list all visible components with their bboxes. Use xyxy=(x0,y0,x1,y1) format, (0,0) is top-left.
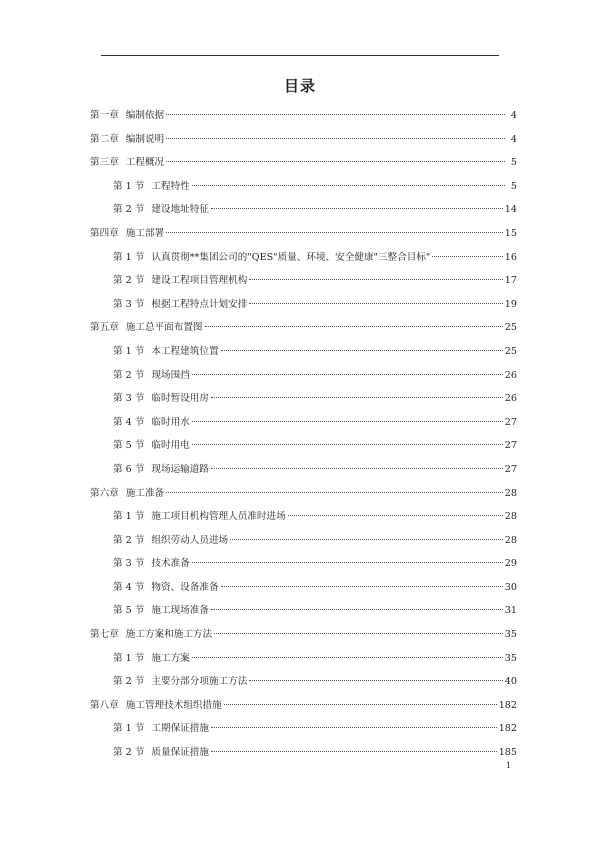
toc-entry[interactable] xyxy=(90,175,517,199)
toc-entry-page: 185 xyxy=(498,747,517,759)
toc-dot-leader xyxy=(205,326,503,327)
toc-entry-title: 根据工程特点计划安排 xyxy=(151,298,248,310)
toc-dot-leader xyxy=(166,161,505,162)
toc-entry-number: 第 4 节 xyxy=(113,581,145,593)
toc-entry-page: 182 xyxy=(498,723,517,735)
toc-entry[interactable] xyxy=(90,717,517,741)
toc-entry-page: 16 xyxy=(504,251,517,263)
toc-entry-title: 施工项目机构管理人员准时进场 xyxy=(151,511,286,523)
toc-dot-leader xyxy=(166,114,505,115)
toc-entry-number: 第一章 xyxy=(90,110,119,121)
toc-entry-page: 25 xyxy=(504,322,517,334)
toc-entry-number: 第 1 节 xyxy=(113,511,145,523)
toc-entry-number: 第 1 节 xyxy=(113,180,145,192)
toc-entry-page: 4 xyxy=(510,110,517,121)
toc-entry-page: 26 xyxy=(504,369,517,381)
toc-dot-leader xyxy=(214,633,503,634)
toc-dot-leader xyxy=(224,704,497,705)
toc-entry-number: 第 2 节 xyxy=(113,676,145,688)
toc-entry-title: 建设地址特征 xyxy=(151,204,209,216)
toc-dot-leader xyxy=(192,185,505,186)
toc-entry-title: 编制依据 xyxy=(125,110,165,121)
toc-entry-page: 35 xyxy=(504,629,517,641)
toc-entry-title: 组织劳动人员进场 xyxy=(151,534,229,546)
toc-entry-number: 第 1 节 xyxy=(113,652,145,664)
toc-dot-leader xyxy=(211,208,503,209)
toc-entry-number: 第 2 节 xyxy=(113,275,145,287)
toc-entry-page: 19 xyxy=(504,298,517,310)
toc-entry[interactable] xyxy=(90,269,517,293)
toc-dot-leader xyxy=(166,232,503,233)
toc-dot-leader xyxy=(249,279,502,280)
toc-entry-page: 30 xyxy=(504,581,517,593)
toc-dot-leader xyxy=(211,468,503,469)
toc-dot-leader xyxy=(230,539,503,540)
toc-entry-title: 施工准备 xyxy=(125,487,165,499)
toc-entry-title: 主要分部分项施工方法 xyxy=(151,676,248,688)
toc-dot-leader xyxy=(432,256,502,257)
toc-entry-page: 35 xyxy=(504,652,517,664)
toc-entry[interactable] xyxy=(90,246,517,270)
toc-entry-number: 第 3 节 xyxy=(113,558,145,570)
toc-entry[interactable] xyxy=(90,222,517,246)
toc-entry-title: 工期保证措施 xyxy=(151,723,209,735)
toc-entry-title: 认真贯彻**集团公司的"QES"质量、环境、安全健康"三整合目标" xyxy=(151,251,431,263)
toc-entry[interactable] xyxy=(90,128,517,152)
toc-entry-title: 建设工程项目管理机构 xyxy=(151,275,248,287)
toc-entry-title: 临时暂设用房 xyxy=(151,393,209,405)
toc-entry-number: 第三章 xyxy=(90,157,119,169)
toc-entry-title: 临时用电 xyxy=(151,440,190,452)
toc-entry-title: 现场围挡 xyxy=(151,369,190,381)
toc-entry-title: 施工方案和施工方法 xyxy=(125,629,213,641)
header-rule xyxy=(101,55,499,56)
toc-entry-title: 施工总平面布置图 xyxy=(125,322,203,334)
toc-entry[interactable] xyxy=(90,198,517,222)
toc-entry-number: 第 2 节 xyxy=(113,204,145,216)
toc-entry[interactable] xyxy=(90,316,517,340)
toc-entry-page: 4 xyxy=(510,133,517,145)
toc-entry-page: 27 xyxy=(504,463,517,475)
toc-entry-page: 27 xyxy=(504,416,517,428)
toc-entry-page: 31 xyxy=(504,605,517,617)
toc-entry-title: 施工管理技术组织措施 xyxy=(125,699,222,711)
toc-entry-page: 25 xyxy=(504,345,517,357)
toc-entry-page: 28 xyxy=(504,487,517,499)
toc-entry-title: 本工程建筑位置 xyxy=(151,345,219,357)
toc-entry-number: 第二章 xyxy=(90,133,119,145)
toc-entry-number: 第五章 xyxy=(90,322,119,334)
toc-dot-leader xyxy=(166,138,505,139)
toc-entry[interactable] xyxy=(90,411,517,435)
toc-dot-leader xyxy=(221,350,503,351)
toc-dot-leader xyxy=(211,727,497,728)
toc-entry-number: 第 4 节 xyxy=(113,416,145,428)
toc-dot-leader xyxy=(192,374,503,375)
toc-entry-number: 第七章 xyxy=(90,629,119,641)
toc-dot-leader xyxy=(166,492,503,493)
toc-dot-leader xyxy=(211,397,503,398)
toc-entry[interactable] xyxy=(90,599,517,623)
toc-dot-leader xyxy=(211,751,497,752)
toc-entry-page: 28 xyxy=(504,511,517,523)
toc-entry-number: 第四章 xyxy=(90,227,119,239)
toc-entry[interactable] xyxy=(90,647,517,671)
toc-entry-page: 26 xyxy=(504,393,517,405)
toc-entry-number: 第 1 节 xyxy=(113,345,145,357)
toc-dot-leader xyxy=(249,303,502,304)
toc-entry-page: 40 xyxy=(504,676,517,688)
toc-entry-page: 28 xyxy=(504,534,517,546)
toc-entry[interactable] xyxy=(90,458,517,482)
toc-dot-leader xyxy=(249,680,502,681)
toc-entry-page: 15 xyxy=(504,227,517,239)
toc-entry-number: 第 2 节 xyxy=(113,534,145,546)
toc-entry[interactable] xyxy=(90,694,517,718)
toc-dot-leader xyxy=(288,515,503,516)
toc-entry[interactable] xyxy=(90,529,517,553)
toc-entry[interactable] xyxy=(90,434,517,458)
toc-entry[interactable] xyxy=(90,623,517,647)
toc-entry-title: 质量保证措施 xyxy=(151,747,209,759)
toc-entry-page: 27 xyxy=(504,440,517,452)
toc-entry[interactable] xyxy=(90,104,517,128)
toc-entry-number: 第 1 节 xyxy=(113,723,145,735)
toc-entry-title: 施工现场准备 xyxy=(151,605,209,617)
toc-entry-number: 第 6 节 xyxy=(113,463,145,475)
toc-entry-title: 现场运输道路 xyxy=(151,463,209,475)
toc-dot-leader xyxy=(221,586,503,587)
toc-entry[interactable] xyxy=(90,505,517,529)
toc-entry-number: 第六章 xyxy=(90,487,119,499)
toc-entry[interactable] xyxy=(90,482,517,506)
toc-entry-number: 第 3 节 xyxy=(113,393,145,405)
toc-entry-page: 5 xyxy=(510,157,517,169)
toc-entry-page: 5 xyxy=(510,180,517,192)
toc-entry[interactable] xyxy=(90,670,517,694)
toc-dot-leader xyxy=(192,421,503,422)
page-number: 1 xyxy=(506,761,512,770)
toc-entry-number: 第 2 节 xyxy=(113,747,145,759)
toc-entry-title: 工程特性 xyxy=(151,180,190,192)
toc-entry-number: 第八章 xyxy=(90,699,119,711)
toc-entry-number: 第 2 节 xyxy=(113,369,145,381)
toc-entry-number: 第 1 节 xyxy=(113,251,145,263)
toc-entry-page: 29 xyxy=(504,558,517,570)
toc-entry[interactable] xyxy=(90,741,517,765)
toc-entry-title: 施工部署 xyxy=(125,227,165,239)
toc-entry-number: 第 5 节 xyxy=(113,605,145,617)
toc-entry-page: 182 xyxy=(498,699,517,711)
toc-entry[interactable] xyxy=(90,387,517,411)
toc-entry-page: 17 xyxy=(504,275,517,287)
page-title: 目录 xyxy=(283,77,316,95)
table-of-contents xyxy=(90,104,517,765)
toc-entry-title: 物资、设备准备 xyxy=(151,581,219,593)
toc-entry-title: 工程概况 xyxy=(125,157,165,169)
toc-entry[interactable] xyxy=(90,364,517,388)
toc-entry[interactable] xyxy=(90,293,517,317)
toc-entry[interactable] xyxy=(90,340,517,364)
toc-entry[interactable] xyxy=(90,576,517,600)
toc-dot-leader xyxy=(192,444,503,445)
toc-entry-title: 施工方案 xyxy=(151,652,190,664)
toc-entry-number: 第 3 节 xyxy=(113,298,145,310)
toc-entry-number: 第 5 节 xyxy=(113,440,145,452)
toc-entry-page: 14 xyxy=(504,204,517,216)
toc-entry-title: 临时用水 xyxy=(151,416,190,428)
toc-entry-title: 编制说明 xyxy=(125,133,165,145)
toc-dot-leader xyxy=(211,609,503,610)
toc-dot-leader xyxy=(192,657,503,658)
toc-entry-title: 技术准备 xyxy=(151,558,190,570)
toc-dot-leader xyxy=(192,562,503,563)
toc-entry[interactable] xyxy=(90,552,517,576)
toc-entry[interactable] xyxy=(90,151,517,175)
